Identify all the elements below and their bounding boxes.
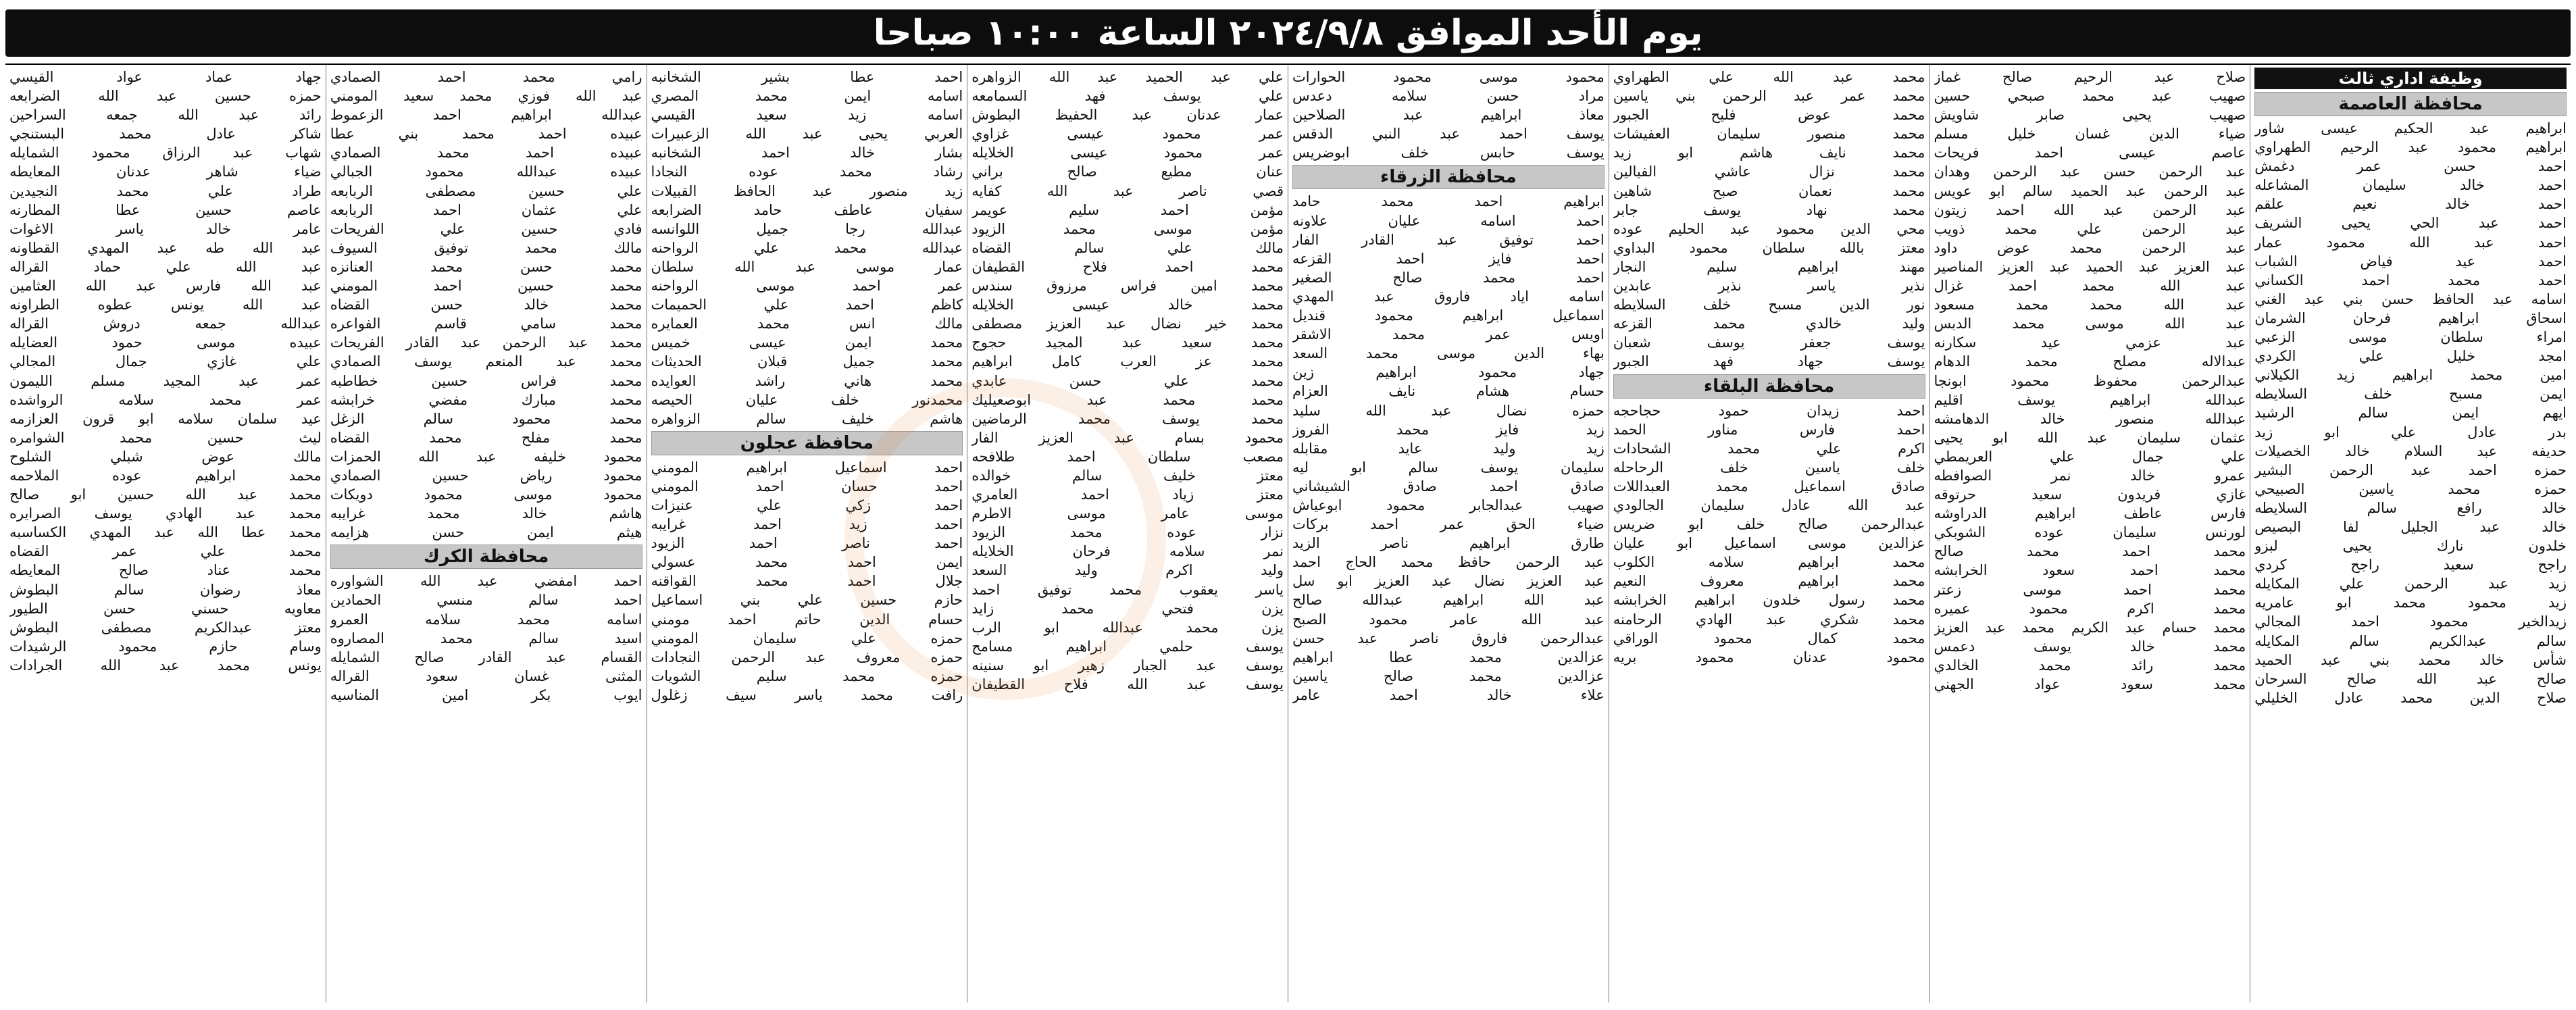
- candidate-name: بهاء الدين موسى محمد السعد: [1292, 345, 1605, 362]
- candidate-name: مراد حسن سلامه دعدس: [1292, 88, 1605, 105]
- candidate-name: احمد توفيق عبد القادر الفار: [1292, 231, 1605, 248]
- candidate-name: محمد عوض فليح الجبور: [1613, 107, 1925, 124]
- candidate-name: فارس عاطف ابراهيم الدراوشه: [1934, 505, 2246, 522]
- candidate-name: محمد علي حسن عابدي: [971, 372, 1284, 389]
- candidate-name: جهاد عماد عواد القيسي: [9, 69, 322, 85]
- names-column: [5, 65, 326, 1003]
- candidate-name: محمد هاني راشد العوايده: [651, 372, 963, 389]
- candidate-name: حمزه احمد عبد الرحمن البشير: [2254, 461, 2567, 478]
- candidate-name: عبد الرحمن محمد عوض داود: [1934, 239, 2246, 256]
- candidate-name: هيثم ايمن حسن هزايمه: [330, 524, 642, 541]
- candidate-name: شهاب عبد الرزاق محمود الشمايله: [9, 145, 322, 161]
- candidate-name: وليد اكرم وليد السعد: [971, 562, 1284, 579]
- candidate-name: صلاح الدين محمد عادل الخليلي: [2254, 689, 2567, 706]
- candidate-name: اسامه ايمن محمد المصري: [651, 88, 963, 105]
- candidate-name: محمد نعمان صبح شاهين: [1613, 182, 1925, 199]
- candidate-name: زيد محمود محمد ابو عامريه: [2254, 595, 2567, 611]
- candidate-name: امين محمد ابراهيم زيد الكيلاني: [2254, 367, 2567, 384]
- candidate-name: صادق اسماعيل محمد العبداللات: [1613, 478, 1925, 495]
- candidate-name: عبدالرحمن محفوظ محمود ابونجا: [1934, 372, 2246, 389]
- candidate-name: قصي ناصر عبد الله كفايه: [971, 182, 1284, 199]
- candidate-name: محمد عبد المنعم يوسف الصمادي: [330, 353, 642, 370]
- candidate-name: ضياء الدين غسان خليل مسلم: [1934, 126, 2246, 143]
- candidate-name: علي عثمان احمد الربابعه: [330, 201, 642, 218]
- candidate-name: عزالدين محمد صالح ياسين: [1292, 667, 1605, 684]
- candidate-name: رامي محمد احمد الصمادي: [330, 69, 642, 85]
- candidate-name: علي جمال علي العريمطي: [1934, 448, 2246, 465]
- names-column: [1288, 65, 1609, 1003]
- candidate-name: عبيده احمد محمد بني عطا: [330, 126, 642, 143]
- candidate-name: علي يوسف فهد السمامعه: [971, 88, 1284, 105]
- candidate-name: ابراهيم احمد محمد حامد: [1292, 193, 1605, 210]
- governorate-heading: محافظة البلقاء: [1613, 374, 1925, 399]
- candidate-name: ليث حسين محمد الشوامره: [9, 429, 322, 446]
- candidate-name: عبدالله رجا جميل اللوانسه: [651, 220, 963, 237]
- candidate-name: اكرم علي محمد الشحادات: [1613, 440, 1925, 457]
- candidate-name: عبد الله محمد احمد غزال: [1934, 278, 2246, 295]
- governorate-heading: محافظة عجلون: [651, 431, 963, 455]
- candidate-name: صهيب عبدالجابر محمود ابوعياش: [1292, 497, 1605, 513]
- candidate-name: احمد عبد الله محمود عمار: [2254, 234, 2567, 251]
- candidate-name: احمد محمد احمد الكساني: [2254, 272, 2567, 288]
- candidate-name: عبدالله جمعه دروش القراله: [9, 315, 322, 332]
- candidate-name: محمد عز العرب كامل ابراهيم: [971, 353, 1284, 370]
- candidate-name: ضياء الحق عمر احمد بركات: [1292, 516, 1605, 533]
- candidate-name: عبد الله علي حماد القراله: [9, 258, 322, 275]
- candidate-name: جلال احمد محمد القواقنه: [651, 573, 963, 590]
- candidate-name: حمزه علي سليمان المومني: [651, 630, 963, 647]
- candidate-name: يوسف حلمي ابراهيم مسامح: [971, 638, 1284, 655]
- candidate-name: عمر احمد موسى الرواحنه: [651, 278, 963, 295]
- candidate-name: سالم عبدالكريم سالم المكايله: [2254, 632, 2567, 649]
- candidate-name: عبد الله موسى محمد الدبس: [1934, 315, 2246, 332]
- candidate-name: احمد فايز احمد القزعه: [1292, 250, 1605, 267]
- candidate-name: عبد الرحمن حسن عبد الرحمن وهدان: [1934, 163, 2246, 180]
- candidate-name: ايوب بكر امين المناسيه: [330, 686, 642, 703]
- candidate-name: نور الدين مسبح خلف السلايطه: [1613, 297, 1925, 313]
- candidate-name: عيد سلمان سلامه ابو قرون العزازمه: [9, 410, 322, 427]
- candidate-name: محي الدين محمود عبد الحليم عوده: [1613, 220, 1925, 237]
- candidate-name: حمزه حسين عبد الله الضرابعه: [9, 88, 322, 105]
- candidate-name: محمد مبارك مفضي خرابشه: [330, 391, 642, 408]
- candidate-name: عبد الرحمن حافظ محمد الحاج احمد: [1292, 554, 1605, 571]
- governorate-heading: محافظة الزرقاء: [1292, 165, 1605, 189]
- candidate-name: محمد منصور سليمان العفيشات: [1613, 126, 1925, 143]
- candidate-name: عبد الرحمن عبد الحميد سالم ابو عويس: [1934, 182, 2246, 199]
- candidate-name: عبدالرحمن صالح خلف ابو ضريس: [1613, 516, 1925, 533]
- candidate-name: محمود عدنان محمود بريه: [1613, 649, 1925, 665]
- candidate-name: معاذ ابراهيم عبد الصلاحين: [1292, 107, 1605, 124]
- candidate-name: يوسف جهاد فهد الجبور: [1613, 353, 1925, 370]
- candidate-name: موسى عامر موسى الاطرم: [971, 505, 1284, 522]
- candidate-name: عبدالله محمد علي الرواحنه: [651, 239, 963, 256]
- candidate-name: عامر خالد ياسر الاغوات: [9, 220, 322, 237]
- candidate-name: غازي فريدون سعيد حرتوقه: [1934, 486, 2246, 503]
- candidate-name: احمد سالم منسي الحمادين: [330, 592, 642, 609]
- candidate-name: عثمان سليمان عبد الله ابو يحيى: [1934, 429, 2246, 446]
- candidate-name: محمد يوسف محمد الرماضين: [971, 410, 1284, 427]
- candidate-name: عنان مطيع صالح براني: [971, 163, 1284, 180]
- candidate-name: عمر محمود عيسى غزاوي: [971, 126, 1284, 143]
- candidate-name: عبد العزيز عبد الحميد عبد العزيز المناصير: [1934, 258, 2246, 275]
- candidate-name: عبد الرحمن عبد الله احمد زيتون: [1934, 201, 2246, 218]
- candidate-name: معتز خليف سالم خوالده: [971, 467, 1284, 484]
- candidate-name: ضياء شاهر عدنان المعايطه: [9, 163, 322, 180]
- candidate-name: محمد فراس حسين خطاطبه: [330, 372, 642, 389]
- candidate-name: محمد مفلح محمد القضاه: [330, 429, 642, 446]
- candidate-name: احمد خالد سليمان المشاعله: [2254, 177, 2567, 194]
- candidate-name: محمود موسى محمود دويكات: [330, 486, 642, 503]
- candidate-name: حازم حسين علي بني اسماعيل: [651, 592, 963, 609]
- candidate-name: لورنس سليمان عوده الشوبكي: [1934, 524, 2246, 541]
- candidate-name: مالك محمد توفيق السيوف: [330, 239, 642, 256]
- candidate-name: وليد خالدي محمد القزعه: [1613, 315, 1925, 332]
- candidate-name: محمد حسين احمد المومني: [330, 278, 642, 295]
- candidate-name: احمد امفضي عبد الله الشواوره: [330, 573, 642, 590]
- candidate-name: عبيده موسى حمود العضايله: [9, 334, 322, 351]
- candidate-name: زيد فايز محمد الفروز: [1292, 421, 1605, 438]
- candidate-name: محمد احمد موسى زعتر: [1934, 581, 2246, 598]
- candidate-name: ايهم ايمن سالم الرشيد: [2254, 405, 2567, 422]
- candidate-name: احمد محمد صالح الصغير: [1292, 269, 1605, 286]
- candidate-name: محمد نزال عاشي الفيالين: [1613, 163, 1925, 180]
- candidate-name: مالك عوض شبلي الشلوح: [9, 448, 322, 465]
- candidate-name: محمد ايمن عيسى خميس: [651, 334, 963, 351]
- names-column: [1929, 65, 2250, 1003]
- candidate-name: محمد حسام عبد الكريم محمد عبد العزيز: [1934, 619, 2246, 636]
- names-column: [1609, 65, 1929, 1003]
- candidate-name: عبدالله ابراهيم يوسف اقليم: [1934, 391, 2246, 408]
- candidate-name: طارق ابراهيم ناصر الزيد: [1292, 535, 1605, 552]
- candidate-name: محمد عمر عبد الرحمن بني ياسين: [1613, 88, 1925, 105]
- candidate-name: محمد ابراهيم معروف النعيم: [1613, 573, 1925, 590]
- candidate-name: محمد اكرم محمود عميره: [1934, 600, 2246, 617]
- candidate-name: ابراهيم محمود عبد الرحيم الطهراوي: [2254, 139, 2567, 156]
- candidate-name: اويس عمر محمد الاشقر: [1292, 326, 1605, 343]
- candidate-name: عبدالرحمن فاروق ناصر عبد حسن: [1292, 630, 1605, 647]
- candidate-name: القسام عبد القادر صالح الشمايله: [330, 649, 642, 665]
- names-column: [967, 65, 1288, 1003]
- names-columns: [5, 64, 2571, 1003]
- candidate-name: سفيان عاطف حامد الضرابعه: [651, 201, 963, 218]
- candidate-name: مهند ابراهيم سليم النجار: [1613, 258, 1925, 275]
- candidate-name: صهيب عبد محمد صبحي حسين: [1934, 88, 2246, 105]
- candidate-name: محمد احمد فلاح القطيفان: [971, 258, 1284, 275]
- governorate-heading: محافظة الكرك: [330, 545, 642, 569]
- candidate-name: صادق احمد صادق الشيشاني: [1292, 478, 1605, 495]
- candidate-name: محمد سعيد عبد المجيد حجوج: [971, 334, 1284, 351]
- candidate-name: هاشم خليف سالم الزواهره: [651, 410, 963, 427]
- candidate-name: محمد محمد عبد ابوصعيليك: [971, 391, 1284, 408]
- candidate-name: يزن فتحي محمد زايد: [971, 600, 1284, 617]
- candidate-name: محمد ابراهيم عوده الملاحمه: [9, 467, 322, 484]
- candidate-name: بشار خالد احمد الشخانبه: [651, 145, 963, 161]
- candidate-name: زيدالخير محمود احمد المجالي: [2254, 613, 2567, 630]
- candidate-name: اسحاق ابراهيم فرحان الشرمان: [2254, 309, 2567, 326]
- candidate-name: محمود بسام عبد العزيز الفار: [971, 429, 1284, 446]
- candidate-name: عزالدين محمد عطا ابراهيم: [1292, 649, 1605, 665]
- candidate-name: اسماعيل ابراهيم محمود قنديل: [1292, 307, 1605, 324]
- candidate-name: معاذ رضوان سالم البطوش: [9, 581, 322, 598]
- candidate-name: علي غازي جمال المجالي: [9, 353, 322, 370]
- candidate-name: محمد عبد الله حسين ابو صالح: [9, 486, 322, 503]
- candidate-name: معتز عبدالكريم مصطفى البطوش: [9, 619, 322, 636]
- candidate-name: عبد الله فارس عبد الله العثامين: [9, 278, 322, 295]
- candidate-name: رشاد محمد عوده النجادا: [651, 163, 963, 180]
- candidate-name: عبيده عبدالله محمود الجبالي: [330, 163, 642, 180]
- candidate-name: محمد رسول خلدون ابراهيم الخرابشه: [1613, 592, 1925, 609]
- candidate-name: سليمان يوسف سالم ابو ليه: [1292, 459, 1605, 476]
- candidate-name: عبد الله عامر محمود الصبح: [1292, 611, 1605, 628]
- candidate-name: عبد الرحمن علي محمد ذويب: [1934, 220, 2246, 237]
- candidate-name: احمد عطا بشير الشخانبه: [651, 69, 963, 85]
- candidate-name: محمد عبد الرحمن عبد القادر الفريحات: [330, 334, 642, 351]
- candidate-name: جهاد محمود ابراهيم زين: [1292, 364, 1605, 381]
- candidate-name: صلاح عبد الرحيم صالح غماز: [1934, 69, 2246, 85]
- candidate-name: محمود موسى محمود الحوارات: [1292, 69, 1605, 85]
- candidate-name: محمد خالد عيسى الخلايله: [971, 297, 1284, 313]
- candidate-name: اسامه عبد الحافظ حسن بني عبد الغني: [2254, 291, 2567, 307]
- candidate-name: محمد كمال محمود الوراقي: [1613, 630, 1925, 647]
- candidate-name: احمد زيد احمد غرايبه: [651, 516, 963, 533]
- candidate-name: محمد جميل قبلان الحديثات: [651, 353, 963, 370]
- candidate-name: احمد خالد نعيم علقم: [2254, 196, 2567, 213]
- candidate-name: صالح عبد الله صالح السرحان: [2254, 670, 2567, 687]
- candidate-name: محمود رياض حسين الصمادي: [330, 467, 642, 484]
- candidate-name: رافت محمد ياسر سيف زغلول: [651, 686, 963, 703]
- candidate-name: حسام هشام نايف العزام: [1292, 383, 1605, 400]
- candidate-name: محمد عناد صالح المعايطه: [9, 562, 322, 579]
- candidate-name: رائد عبد الله جمعه السراحين: [9, 107, 322, 124]
- candidate-name: ايمن احمد محمد عسولي: [651, 554, 963, 571]
- candidate-name: محمد علي عمر القضاه: [9, 543, 322, 560]
- candidate-name: حسام الدين حاتم احمد مومني: [651, 611, 963, 628]
- candidate-name: محمد نهاد يوسف جابر: [1613, 201, 1925, 218]
- candidate-name: نذير ياسر نذير عابدين: [1613, 278, 1925, 295]
- candidate-name: عمار موسى عبد الله سلطان: [651, 258, 963, 275]
- candidate-name: عبيده احمد محمد الصمادي: [330, 145, 642, 161]
- candidate-name: احمد زيدان حمود حجاحجه: [1613, 402, 1925, 419]
- candidate-name: عمر محمد سلامه الرواشده: [9, 391, 322, 408]
- candidate-name: طراد علي محمد النجيدين: [9, 182, 322, 199]
- candidate-name: علي حسين مصطفى الربابعه: [330, 182, 642, 199]
- candidate-name: محمد عبد الله علي الطهراوي: [1613, 69, 1925, 85]
- candidate-name: محمد خالد حسن القضاه: [330, 297, 642, 313]
- candidate-name: محمود خليفه عبد الله الحمزات: [330, 448, 642, 465]
- candidate-name: نمر سلامه فرحان الخلايله: [971, 543, 1284, 560]
- candidate-name: عزالدين موسى اسماعيل ابو عليان: [1613, 535, 1925, 552]
- candidate-name: اسيد سالم محمد المصاروه: [330, 630, 642, 647]
- candidate-name: شاكر عادل محمد البستنجي: [9, 126, 322, 143]
- candidate-name: عبد الله عادل سليمان الجالودي: [1613, 497, 1925, 513]
- candidate-name: عبدالله منصور خالد الدهامشه: [1934, 410, 2246, 427]
- names-column: [647, 65, 967, 1003]
- candidate-name: عبدالله ابراهيم احمد الزعموط: [330, 107, 642, 124]
- candidate-name: مؤمن موسى محمد الزيود: [971, 220, 1284, 237]
- candidate-name: مصعب سلطان احمد طلافحه: [971, 448, 1284, 465]
- candidate-name: عبد الله ابراهيم عبدالله صالح: [1292, 592, 1605, 609]
- candidate-name: عبد العزيز نضال عبد العزيز ابو سل: [1292, 573, 1605, 590]
- candidate-name: محمد حسن محمد العنانزه: [330, 258, 642, 275]
- candidate-name: عبد عزمي عيد سكارنه: [1934, 334, 2246, 351]
- candidate-name: عبد الله محمد محمد مسعود: [1934, 297, 2246, 313]
- candidate-name: ايمن مسبح خلف السلايطه: [2254, 386, 2567, 403]
- candidate-name: نزار عوده محمد الزيود: [971, 524, 1284, 541]
- candidate-name: محمد سامي قاسم الفواعره: [330, 315, 642, 332]
- candidate-name: محمد ابراهيم سلامه الكلوب: [1613, 554, 1925, 571]
- candidate-name: محمد سعود عواد الجهني: [1934, 676, 2246, 692]
- candidate-name: محمدنور خلف عليان الحيصه: [651, 391, 963, 408]
- candidate-name: عمرو خالد نمر الصوافطه: [1934, 467, 2246, 484]
- candidate-name: احمد عبد الحي يحيى الشريف: [2254, 215, 2567, 232]
- candidate-name: ياسر يعقوب محمد توفيق احمد: [971, 581, 1284, 598]
- candidate-name: محمد خالد يوسف دعمس: [1934, 638, 2246, 655]
- candidate-name: يوسف حابس خلف ابوضريس: [1292, 145, 1605, 161]
- candidate-name: احمد عيد فياض الشباب: [2254, 253, 2567, 270]
- candidate-name: علاء خالد احمد عامر: [1292, 686, 1605, 703]
- candidate-name: راجح سعيد راجح كردي: [2254, 557, 2567, 574]
- candidate-name: مالك علي سالم القضاه: [971, 239, 1284, 256]
- candidate-name: يوسف عبد الجبار زهير ابو سنينه: [971, 657, 1284, 674]
- candidate-name: كاظم احمد علي الحميمات: [651, 297, 963, 313]
- candidate-name: عبد الله طه عبد المهدي القطاونه: [9, 239, 322, 256]
- candidate-name: احمد فارس مناور الحمد: [1613, 421, 1925, 438]
- candidate-name: مالك انس محمد العمايره: [651, 315, 963, 332]
- candidate-name: علي عبد الحميد عبد الله الزواهره: [971, 69, 1284, 85]
- candidate-name: احمد اسماعيل ابراهيم المومني: [651, 459, 963, 476]
- candidate-name: محمد احمد سعود الخرابشه: [1934, 562, 2246, 579]
- candidate-name: صهيب يحيى صابر شاويش: [1934, 107, 2246, 124]
- candidate-name: احمد ناصر احمد الزيود: [651, 535, 963, 552]
- candidate-name: محمد نايف هاشم ابو زيد: [1613, 145, 1925, 161]
- candidate-name: حمزه نضال عبد الله سليد: [1292, 402, 1605, 419]
- candidate-name: عاصم حسين عطا المطارنه: [9, 201, 322, 218]
- candidate-name: خلدون نارك يحيى لبزو: [2254, 538, 2567, 555]
- candidate-name: محمد رائد محمد الخالدي: [1934, 657, 2246, 674]
- candidate-name: اسامه اياد فاروق عبد المهدي: [1292, 288, 1605, 305]
- candidate-name: خالد رافع سالم السلايطه: [2254, 499, 2567, 516]
- candidate-name: المثنى غسان سعود القراله: [330, 667, 642, 684]
- candidate-name: محمد عبد الهادي يوسف الصرايره: [9, 505, 322, 522]
- candidate-name: محمد امين فراس مرزوق سندس: [971, 278, 1284, 295]
- candidate-name: احمد حسن عمر دغمش: [2254, 158, 2567, 175]
- candidate-name: اسامه زيد سعيد القيسي: [651, 107, 963, 124]
- candidate-name: محمد شكري عبد الهادي الرحامنه: [1613, 611, 1925, 628]
- candidate-name: امجد خليل علي الكردي: [2254, 348, 2567, 365]
- names-column: [2250, 65, 2571, 1003]
- candidate-name: بدر عادل علي ابو زيد: [2254, 424, 2567, 440]
- candidate-name: عبد الله فوزي محمد سعيد المومني: [330, 88, 642, 105]
- candidate-name: زيد منصور عبد الحافظ القبيلات: [651, 182, 963, 199]
- candidate-name: يوسف احمد عبد النبي الدقس: [1292, 126, 1605, 143]
- candidate-name: محمد محمود سالم الزغل: [330, 410, 642, 427]
- candidate-name: يونس محمد عبد الله الجرادات: [9, 657, 322, 674]
- candidate-name: زيد وليد عايد مقابله: [1292, 440, 1605, 457]
- candidate-name: العربي يحيى عبد الله الزعبيرات: [651, 126, 963, 143]
- candidate-name: محمد احمد محمد صالح: [1934, 543, 2246, 560]
- candidate-name: اسامه محمد سلامه العمرو: [330, 611, 642, 628]
- candidate-name: وسام حازم محمود الرشيدات: [9, 638, 322, 655]
- candidate-name: هاشم خالد محمد غرايبه: [330, 505, 642, 522]
- job-title-heading: وظيفة اداري ثالث: [2254, 68, 2567, 89]
- candidate-name: عبدالاله مصلح محمد الدهام: [1934, 353, 2246, 370]
- candidate-name: حمزه محمد ياسين الصبيحي: [2254, 480, 2567, 497]
- candidate-name: يوسف جعفر يوسف شعبان: [1613, 334, 1925, 351]
- candidate-name: يوسف عبد الله فلاح القطيفان: [971, 676, 1284, 692]
- candidate-name: محمد خير نضال عبد العزيز مصطفى: [971, 315, 1284, 332]
- candidate-name: زيد عبد الرحمن علي المكايله: [2254, 576, 2567, 592]
- candidate-name: احمد زكي علي عنيزات: [651, 497, 963, 513]
- candidate-name: احمد اسامه عليان علاونه: [1292, 212, 1605, 229]
- candidate-name: عاصم عيسى احمد فريحات: [1934, 145, 2246, 161]
- candidate-name: خلف ياسين خلف الرحاحله: [1613, 459, 1925, 476]
- candidate-name: محمد عطا الله عبد المهدي الكساسبه: [9, 524, 322, 541]
- candidate-name: امراء سلطان موسى الزعبي: [2254, 329, 2567, 346]
- candidate-name: حديفه عبد السلام خالد الخصيلات: [2254, 443, 2567, 459]
- candidate-name: ابراهيم عبد الحكيم عيسى شاور: [2254, 120, 2567, 136]
- page-title: يوم الأحد الموافق ٢٠٢٤/٩/٨ الساعة ١٠:٠٠ صباحا: [5, 9, 2571, 57]
- candidate-name: شأس خالد محمد بني عبد الحميد: [2254, 651, 2567, 668]
- candidate-name: معتز بالله سلطان محمود البداوي: [1613, 239, 1925, 256]
- candidate-name: فادي حسين علي الفريحات: [330, 220, 642, 237]
- candidate-name: مؤمن احمد سليم عويمر: [971, 201, 1284, 218]
- candidate-name: يزن محمد عبدالله ابو الرب: [971, 619, 1284, 636]
- candidate-name: عمر محمود عيسى الخلايله: [971, 145, 1284, 161]
- governorate-heading: محافظة العاصمة: [2254, 92, 2567, 116]
- candidate-name: عبد الله يونس عطوه الطراونه: [9, 297, 322, 313]
- candidate-name: خالد عبد الجليل لفا البصيص: [2254, 518, 2567, 535]
- candidate-name: حمزه معروف عبد الرحمن النجادات: [651, 649, 963, 665]
- names-column: [326, 65, 647, 1003]
- candidate-name: حمزه محمد سليم الشويات: [651, 667, 963, 684]
- candidate-name: عمر عبد المجيد مسلم الليمون: [9, 372, 322, 389]
- candidate-name: احمد حسان احمد المومني: [651, 478, 963, 495]
- candidate-name: معتز زياد احمد العامري: [971, 486, 1284, 503]
- candidate-name: عمار عدنان عبد الحفيظ البطوش: [971, 107, 1284, 124]
- candidate-name: معاويه حسني حسن الطيور: [9, 600, 322, 617]
